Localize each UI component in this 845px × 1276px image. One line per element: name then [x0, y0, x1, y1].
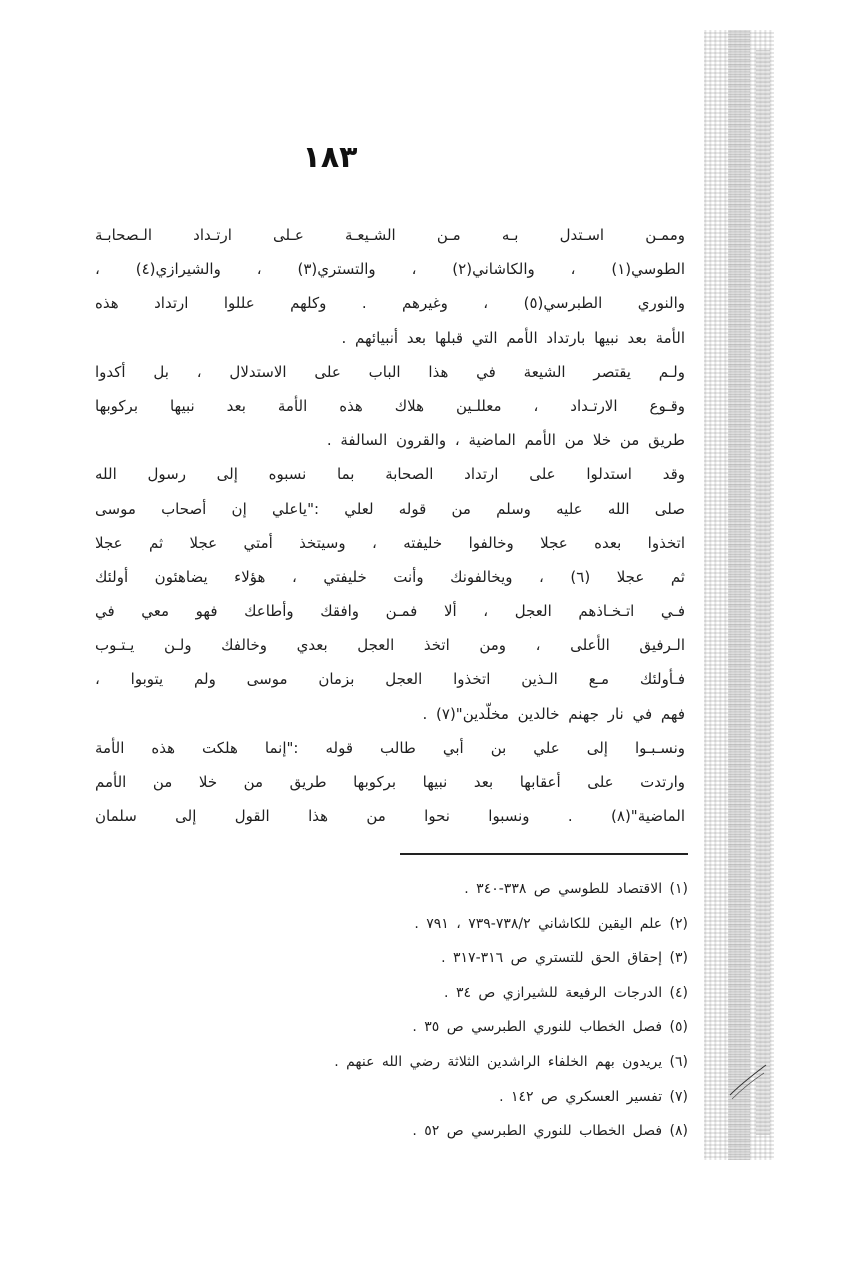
body-line: الماضية"(٨) . ونسبوا نحوا من هذا القول إلى سلمان [95, 807, 685, 826]
body-line: اتخذوا بعده عجلا وخالفوا خليفته ، وسيتخذ أمتي عجلا ثم عجلا [95, 533, 685, 552]
body-line: وقد استدلوا على ارتداد الصحابة بما نسبوه إلى رسول الله [95, 465, 685, 484]
footnotes [110, 872, 688, 1149]
body-line: طريق من خلا من الأمم الماضية ، والقرون السالفة . [326, 431, 685, 450]
body-line: ونسـبـوا إلى علي بن أبي طالب قوله :"إنما هلكت هذه الأمة [95, 738, 685, 757]
body-line: الـرفيق الأعلى ، ومن اتخذ العجل بعدي وخالفك ولـن يـتـوب [95, 636, 685, 655]
body-line: ولـم يقتصر الشيعة في هذا الباب على الاستدلال ، بل أكدوا [95, 362, 685, 381]
body-line: والنوري الطبرسي(٥) ، وغيرهم . وكلهم عللوا ارتداد هذه [95, 294, 685, 313]
body-line: صلى الله عليه وسلم من قوله لعلي :"ياعلي إن أصحاب موسى [95, 499, 685, 518]
binding-edge [704, 30, 774, 1160]
footnote: (٨) فصل الخطاب للنوري الطبرسي ص ٥٢ . [412, 1123, 688, 1140]
body-line: الأمة بعد نبيها بارتداد الأمم التي قبلها بعد أنبيائهم . [341, 328, 685, 347]
margin-scribble-mark [728, 1055, 768, 1105]
body-line: فـي اتـخـاذهم العجل ، ألا فمـن وافقك وأطاعك فهو معي في [95, 602, 685, 621]
body-line: ثم عجلا (٦) ، ويخالفونك وأنت خليفتي ، هؤلاء يضاهئون أولئك [95, 567, 685, 586]
footnote: (٤) الدرجات الرفيعة للشيرازي ص ٣٤ . [444, 984, 688, 1001]
body-text [95, 218, 685, 833]
body-line: فهم في نار جهنم خالدين مخلّدين"(٧) . [422, 704, 685, 723]
footnote: (٥) فصل الخطاب للنوري الطبرسي ص ٣٥ . [412, 1019, 688, 1036]
body-line: الطوسي(١) ، والكاشاني(٢) ، والتستري(٣) ، والشيرازي(٤) ، [95, 260, 686, 279]
body-line: وقـوع الارتـداد ، معللـين هلاك هذه الأمة بعد نبيها بركوبها [95, 396, 685, 415]
footnote: (٢) علم اليقين للكاشاني ٧٣٨/٢-٧٣٩ ، ٧٩١ . [414, 915, 688, 932]
footnote: (٧) تفسير العسكري ص ١٤٢ . [499, 1088, 688, 1105]
body-line: فـأولئك مـع الـذين اتخذوا العجل بزمان موسى ولم يتوبوا ، [95, 670, 685, 689]
body-line: وارتدت على أعقابها بعد نبيها بركوبها طريق من خلا من الأمم [95, 773, 685, 791]
footnote: (٣) إحقاق الحق للتستري ص ٣١٦-٣١٧ . [441, 950, 688, 967]
body-line: وممـن اسـتدل بـه مـن الشـيعـة عـلى ارتـداد الـصحابـة [95, 226, 685, 244]
footnote-separator [400, 853, 688, 855]
footnote: (١) الاقتصاد للطوسي ص ٣٣٨-٣٤٠ . [464, 881, 688, 897]
footnote: (٦) يريدون بهم الخلفاء الراشدين الثلاثة رضي الله عنهم . [334, 1053, 688, 1070]
page-number: ١٨٣ [302, 140, 358, 175]
